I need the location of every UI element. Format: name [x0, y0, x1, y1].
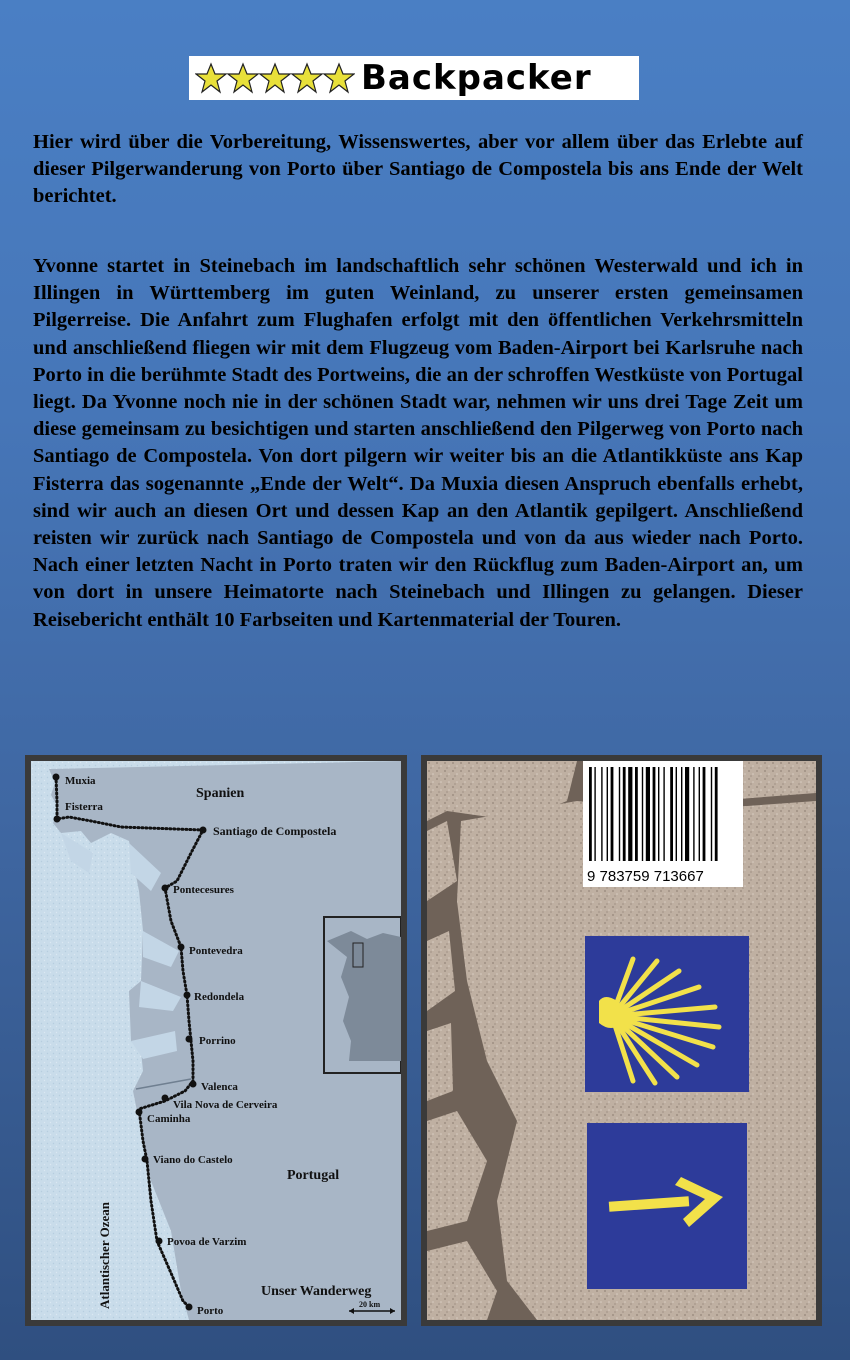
star-icon	[323, 62, 355, 94]
map-legend: Unser Wanderweg	[261, 1284, 372, 1299]
inset-map	[324, 917, 401, 1073]
label-fisterra: Fisterra	[65, 801, 103, 813]
backpacker-logo	[189, 56, 639, 100]
barcode	[583, 761, 743, 887]
camino-photo	[421, 755, 822, 1326]
label-valenca: Valenca	[201, 1081, 238, 1093]
label-portugal: Portugal	[287, 1168, 340, 1183]
label-viano: Viano do Castelo	[153, 1154, 233, 1166]
label-redondela: Redondela	[194, 991, 245, 1003]
star-icon	[227, 62, 259, 94]
star-icon	[195, 62, 227, 94]
label-muxia: Muxia	[65, 775, 96, 787]
label-pontevedra: Pontevedra	[189, 945, 243, 957]
route-map	[25, 755, 407, 1326]
svg-text:20 km: 20 km	[359, 1300, 381, 1309]
label-ocean: Atlantischer Ozean	[97, 1202, 112, 1309]
label-vila-nova: Vila Nova de Cerveira	[173, 1099, 278, 1111]
scallop-shell-sign	[585, 936, 749, 1092]
label-santiago: Santiago de Compostela	[213, 824, 337, 838]
label-porrino: Porrino	[199, 1035, 236, 1047]
label-spain: Spanien	[196, 786, 245, 801]
star-icon	[291, 62, 323, 94]
label-povoa: Povoa de Varzim	[167, 1236, 247, 1248]
label-pontecesures: Pontecesures	[173, 884, 234, 896]
rating-stars	[195, 62, 355, 94]
brand-name: Backpacker	[361, 58, 592, 98]
label-caminha: Caminha	[147, 1113, 191, 1125]
arrow-sign	[587, 1123, 747, 1289]
isbn-number: 9 783759 713667	[587, 868, 704, 885]
intro-paragraph: Hier wird über die Vorbereitung, Wissenswertes, aber vor allem über das Erlebte auf dieser Pilgerwanderung von Porto über Santiago de Compostela bis ans Ende der Welt berichtet.	[33, 131, 803, 208]
label-porto: Porto	[197, 1305, 224, 1317]
description-paragraph: Yvonne startet in Steinebach im landschaftlich sehr schönen Westerwald und ich in Illingen in Württemberg im guten Weinland, zu unserer ersten gemeinsamen Pilgerreise. Die Anfahrt zum Flughafen erfolgt mit den öffentlichen Verkehrsmitteln und anschließend fliegen wir mit dem Flugzeug vom Baden-Airport bei Karlsruhe nach Porto in die berühmte Stadt des Portweins, die an der schroffen Westküste von Portugal liegt. Da Yvonne noch nie in der schönen Stadt war, nehmen wir uns drei Tage Zeit um diese gemeinsam zu besichtigen und starten anschließend den Pilgerweg von Porto nach Santiago de Compostela. Von dort pilgern wir weiter bis an die Atlantikküste ans Kap Fisterra das sogenannte „Ende der Welt“. Da Muxia diesen Anspruch ebenfalls erhebt, sind wir auch an diesen Ort und dessen Kap an den Atlantik gepilgert. Anschließend reisten wir zurück nach Santiago de Compostela und von da aus wieder nach Porto. Nach einer letzten Nacht in Porto traten wir den Rückflug zum Baden-Airport an, um von dort in unsere Heimatorte nach Steinebach und Illingen zu gelangen. Dieser Reisebericht enthält 10 Farbseiten und Kartenmaterial der Touren.	[33, 255, 803, 631]
star-icon	[259, 62, 291, 94]
